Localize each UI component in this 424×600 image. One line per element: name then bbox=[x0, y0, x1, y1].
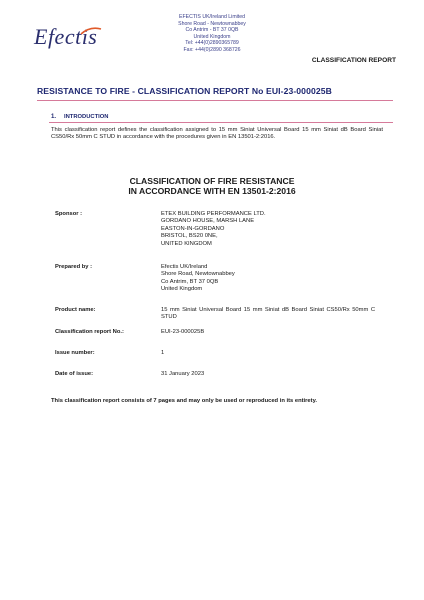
sponsor-value bbox=[161, 211, 375, 248]
sponsor-line: GORDANO HOUSE, MARSH LANE bbox=[161, 218, 255, 225]
classification-heading-line: CLASSIFICATION OF FIRE RESISTANCE bbox=[129, 176, 295, 186]
section-title: INTRODUCTION bbox=[64, 114, 109, 120]
address-line: EFECTIS UK/Ireland Limited bbox=[178, 14, 246, 20]
company-address bbox=[157, 14, 267, 54]
sponsor-line: EASTON-IN-GORDANO bbox=[161, 225, 225, 232]
logo-swoosh-icon bbox=[80, 26, 102, 38]
address-line: United Kingdom bbox=[193, 33, 231, 40]
issue-number-label: Issue number: bbox=[55, 350, 95, 356]
classification-heading bbox=[62, 176, 362, 196]
product-name-text: 15 mm Siniat Universal Board 15 mm Siniat dB Board Siniat CS50/Rx 50mm C STUD bbox=[161, 307, 375, 321]
sponsor-line: ETEX BUILDING PERFORMANCE LTD. bbox=[161, 211, 266, 217]
prepared-by-label: Prepared by : bbox=[55, 264, 93, 270]
report-number-label: Classification report No.: bbox=[55, 329, 124, 335]
date-of-issue-value bbox=[161, 371, 375, 378]
classification-heading-line: IN ACCORDANCE WITH EN 13501-2:2016 bbox=[128, 186, 296, 196]
report-number-value bbox=[161, 329, 375, 336]
report-title: RESISTANCE TO FIRE - CLASSIFICATION REPORT No EUI-23-000025B bbox=[37, 86, 332, 96]
sponsor-line: BRISTOL, BS20 0NE, bbox=[161, 233, 218, 240]
address-line: Co Antrim - BT 37 0QB bbox=[185, 27, 239, 34]
prepared-by-line: Efectis UK/Ireland bbox=[161, 264, 208, 270]
section-number: 1. bbox=[51, 114, 57, 120]
report-number-text: EUI-23-000025B bbox=[161, 329, 205, 335]
address-line: Fax: +44(0)2890 368726 bbox=[183, 46, 241, 53]
report-type-label: CLASSIFICATION REPORT bbox=[311, 57, 396, 64]
issue-number-text: 1 bbox=[161, 350, 165, 356]
product-name-value bbox=[161, 307, 375, 322]
sponsor-label: Sponsor : bbox=[55, 211, 83, 217]
prepared-by-value bbox=[161, 264, 375, 294]
prepared-by-line: United Kingdom bbox=[161, 286, 203, 293]
date-of-issue-text: 31 January 2023 bbox=[161, 371, 205, 377]
title-divider bbox=[37, 100, 393, 101]
issue-number-value bbox=[161, 350, 375, 357]
prepared-by-line: Shore Road, Newtownabbey bbox=[161, 271, 235, 278]
date-of-issue-label: Date of issue: bbox=[55, 371, 94, 377]
efectis-logo: Efectis bbox=[34, 24, 98, 49]
introduction-text: This classification report defines the classification assigned to 15 mm Siniat Universal Board 15 mm Siniat dB Board Siniat CS50/Rx 50mm C STUD in accordance with the procedures given in EN 13501-2:2016. bbox=[51, 127, 383, 141]
sponsor-line: UNITED KINGDOM bbox=[161, 240, 212, 247]
usage-note: This classification report consists of 7 pages and may only be used or reproduced in its entirety. bbox=[51, 398, 317, 404]
address-line: Tel: +44(0)2890365789 bbox=[185, 40, 239, 47]
section-divider bbox=[49, 122, 393, 123]
product-name-label: Product name: bbox=[55, 307, 96, 313]
address-line: Shore Road - Newtownabbey bbox=[178, 20, 246, 27]
prepared-by-line: Co Antrim, BT 37 0QB bbox=[161, 278, 219, 285]
